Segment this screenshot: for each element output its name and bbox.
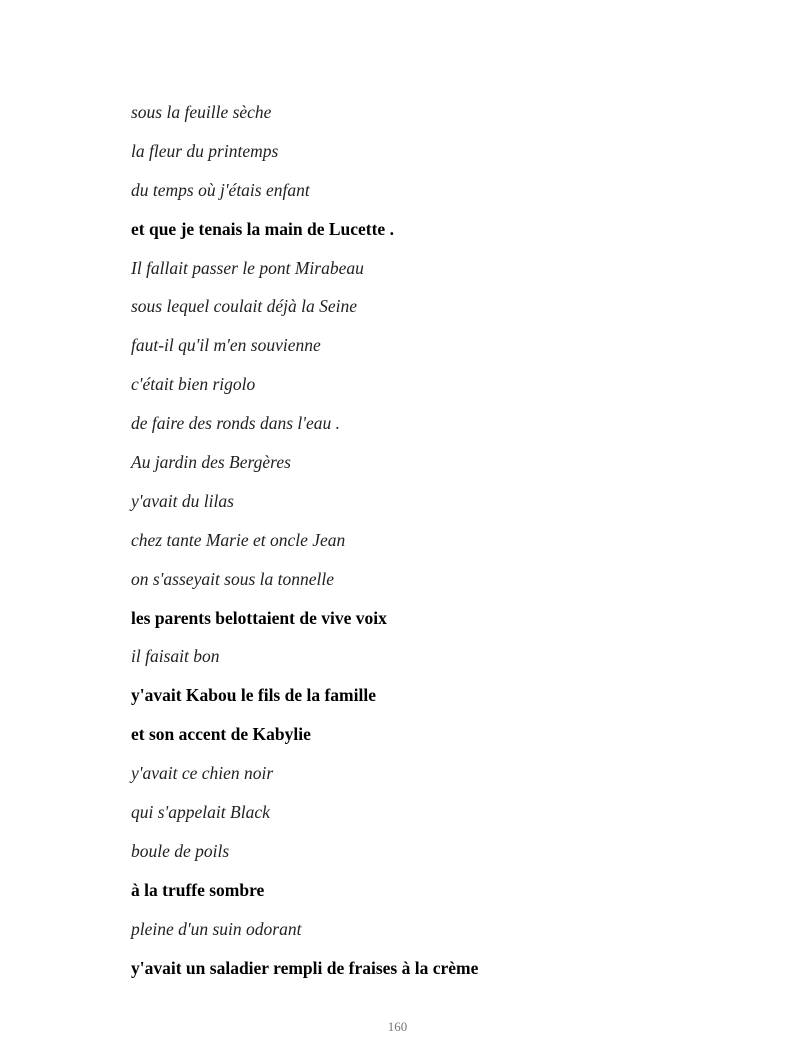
poem-line: qui s'appelait Black xyxy=(131,802,270,823)
poem-line: on s'asseyait sous la tonnelle xyxy=(131,568,335,589)
poem-line: faut-il qu'il m'en souvienne xyxy=(131,335,321,356)
poem-line: Il fallait passer le pont Mirabeau xyxy=(131,257,364,278)
poem-line: Au jardin des Bergères xyxy=(131,452,291,473)
poem-line: et son accent de Kabylie xyxy=(131,724,311,745)
poem-body xyxy=(131,98,731,992)
poem-line: à la truffe sombre xyxy=(131,879,265,900)
poem-line: y'avait un saladier rempli de fraises à la crème xyxy=(131,957,479,978)
poem-line: du temps où j'étais enfant xyxy=(131,179,310,200)
poem-line: boule de poils xyxy=(131,840,230,861)
poem-line: il faisait bon xyxy=(131,646,220,667)
poem-line: les parents belottaient de vive voix xyxy=(131,607,387,628)
poem-line: et que je tenais la main de Lucette . xyxy=(131,218,394,239)
poem-line: c'était bien rigolo xyxy=(131,374,256,395)
poem-line: la fleur du printemps xyxy=(131,140,279,161)
poem-line: sous lequel coulait déjà la Seine xyxy=(131,296,357,317)
poem-line: y'avait ce chien noir xyxy=(131,763,274,784)
poem-line: y'avait du lilas xyxy=(131,490,234,511)
poem-line: de faire des ronds dans l'eau . xyxy=(131,413,341,434)
poem-line: pleine d'un suin odorant xyxy=(131,918,302,939)
page-number: 160 xyxy=(387,1019,408,1034)
poem-line: chez tante Marie et oncle Jean xyxy=(131,529,346,550)
poem-line: y'avait Kabou le fils de la famille xyxy=(131,685,376,706)
poem-line: sous la feuille sèche xyxy=(131,102,272,122)
